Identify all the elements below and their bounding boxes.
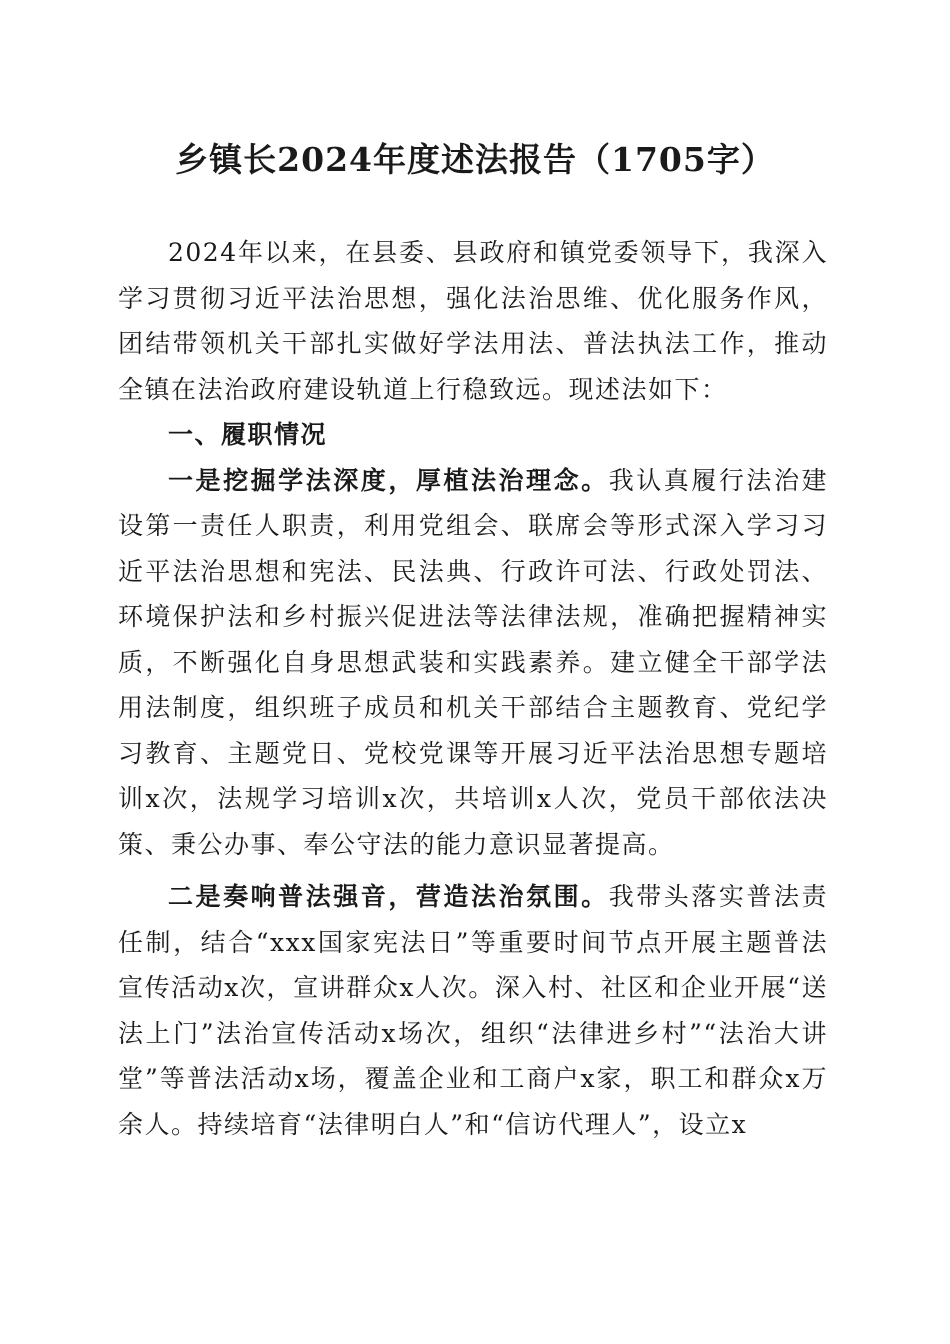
document-title: 乡镇长2024年度述法报告（1705字） bbox=[175, 140, 775, 179]
paragraph-text: 我认真履行法治建设第一责任人职责，利用党组会、联席会等形式深入学习习近平法治思想和宪法、民法典、行政许可法、行政处罚法、环境保护法和乡村振兴促进法等法律法规，准确把握精神实质，不断强化自身思想武装和实践素养。建立健全干部学法用法制度，组织班子成员和机关干部结合主题教育、党纪学习教育、主题党日、党校党课等开展习近平法治思想专题培训x次，法规学习培训x次，共培训x人次，党员干部依法决策、秉公办事、奉公守法的能力意识显著提高。 bbox=[118, 465, 828, 859]
document-body bbox=[118, 230, 828, 1147]
paragraph-lead: 一是挖掘学法深度，厚植法治理念。 bbox=[168, 465, 609, 495]
intro-paragraph: 2024年以来，在县委、县政府和镇党委领导下，我深入学习贯彻习近平法治思想，强化法治思维、优化服务作风，团结带领机关干部扎实做好学法用法、普法执法工作，推动全镇在法治政府建设轨道上行稳致远。现述法如下： bbox=[118, 238, 828, 404]
paragraph-publicize-law bbox=[118, 874, 828, 1147]
paragraph-text: 我带头落实普法责任制，结合“xxx国家宪法日”等重要时间节点开展主题普法宣传活动x次，宣讲群众x人次。深入村、社区和企业开展“送法上门”法治宣传活动x场次，组织“法律进乡村”“法治大讲堂”等普法活动x场，覆盖企业和工商户x家，职工和群众x万余人。持续培育“法律明白人”和“信访代理人”，设立x bbox=[118, 882, 828, 1139]
paragraph-lead: 二是奏响普法强音，营造法治氛围。 bbox=[168, 882, 609, 911]
paragraph-study-law bbox=[118, 458, 828, 868]
section-heading-performance: 一、履职情况 bbox=[168, 420, 328, 449]
paragraph-gap bbox=[118, 867, 828, 874]
